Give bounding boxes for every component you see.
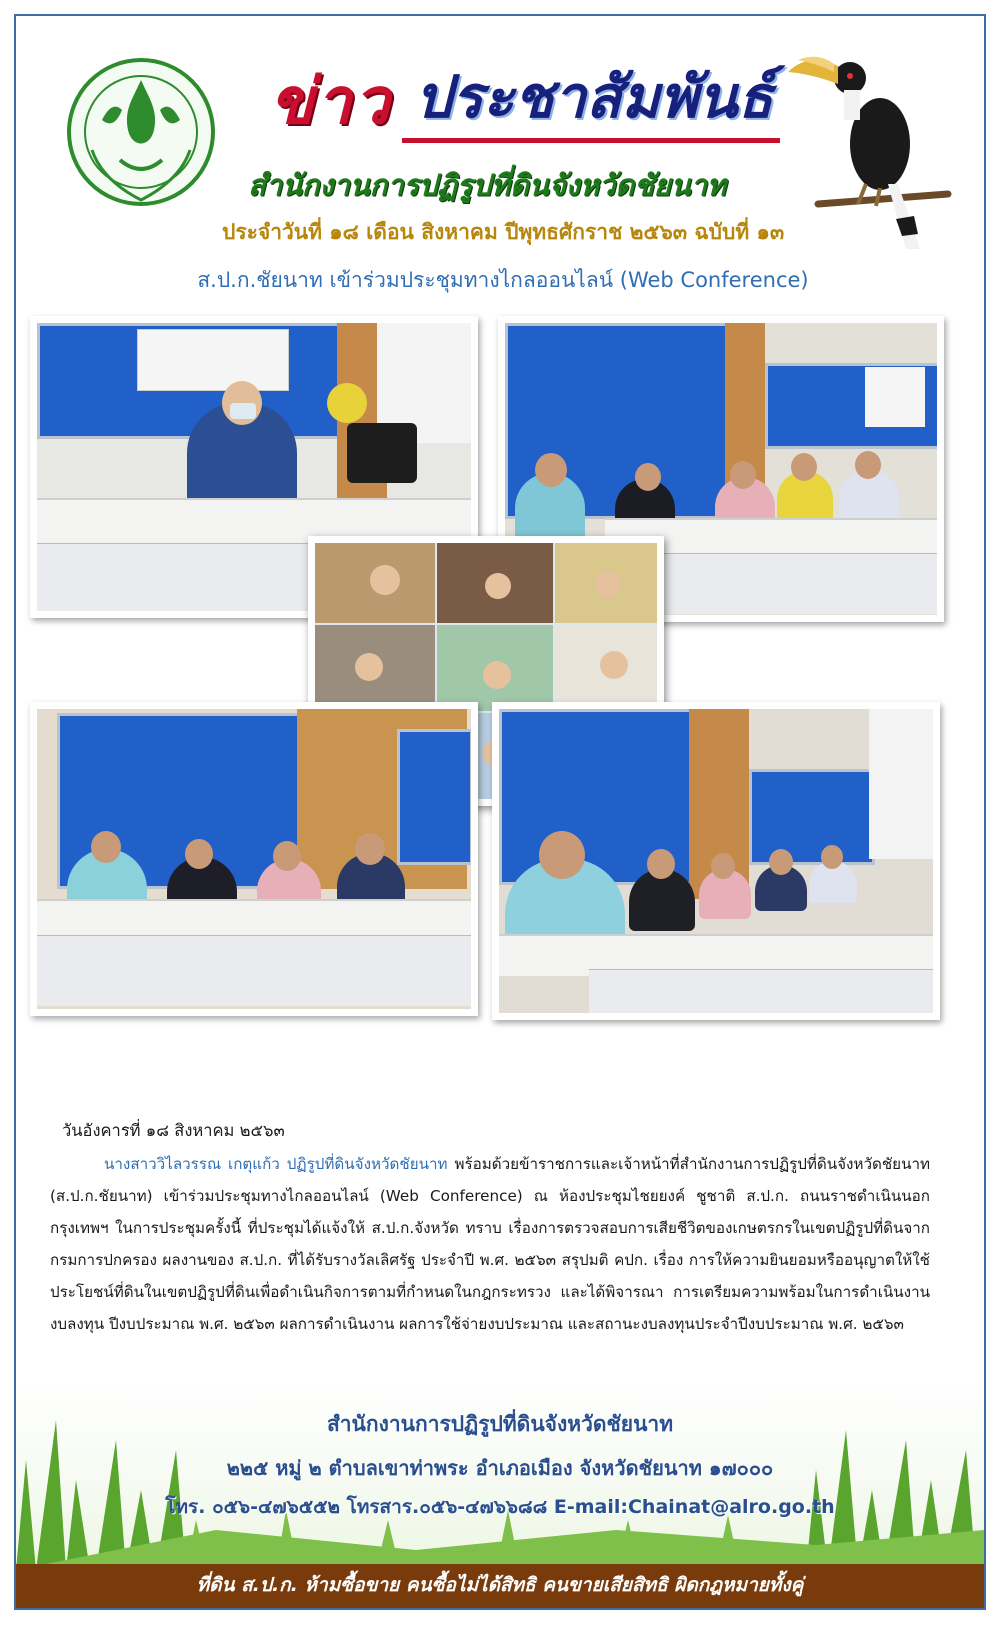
footer-banner [16, 1380, 984, 1608]
office-name: สำนักงานการปฏิรูปที่ดินจังหวัดชัยนาท [248, 168, 726, 202]
title-pr-word: ประชาสัมพันธ์ [415, 63, 773, 131]
alro-seal-logo [62, 50, 220, 222]
news-headline: ส.ป.ก.ชัยนาท เข้าร่วมประชุมทางไกลออนไลน์ (Web Conference) [197, 268, 809, 292]
footer-office: สำนักงานการปฏิรูปที่ดินจังหวัดชัยนาท [326, 1412, 674, 1436]
photo-bottom-left [30, 702, 478, 1016]
footer-contact: โทร. ๐๕๖-๔๗๖๕๕๒ โทรสาร.๐๕๖-๔๗๖๖๘๘ E-mail:Chainat@alro.go.th [165, 1496, 835, 1518]
footer-address: ๒๒๕ หมู่ ๒ ตำบลเขาท่าพระ อำเภอเมือง จังหวัดชัยนาท ๑๗๐๐๐ [226, 1456, 774, 1480]
body-paragraph [50, 1148, 930, 1340]
director-name: นางสาววิไลวรรณ เกตุแก้ว ปฏิรูปที่ดินจังหวัดชัยนาท [104, 1155, 448, 1173]
issue-dateline: ประจำวันที่ ๑๘ เดือน สิงหาคม ปีพุทธศักราช ๒๕๖๓ ฉบับที่ ๑๓ [222, 220, 785, 244]
body-text: พร้อมด้วยข้าราชการและเจ้าหน้าที่สำนักงานการปฏิรูปที่ดินจังหวัดชัยนาท (ส.ป.ก.ชัยนาท) เข้าร่วมประชุมทางไกลออนไลน์ (Web Conference) ณ ห้องประชุมไชยยงค์ ชูชาติ ส.ป.ก. ถนนราชดำเนินนอก กรุงเทพฯ ในการประชุมครั้งนี้ ที่ประชุมได้แจ้งให้ ส.ป.ก.จังหวัด ทราบ เรื่องการตรวจสอบการเสียชีวิตของเกษตรกรในเขตปฏิรูปที่ดินจากกรมการปกครอง ผลงานของ ส.ป.ก. ที่ได้รับรางวัลเลิศรัฐ ประจำปี พ.ศ. ๒๕๖๓ สรุปมติ คปก. เรื่อง การให้ความยินยอมหรืออนุญาตให้ใช้ประโยชน์ที่ดินในเขตปฏิรูปที่ดินเพื่อดำเนินกิจการตามที่กำหนดในกฎกระทรวง และได้พิจารณา การเตรียมความพร้อมในการดำเนินงานงบลงทุน ปีงบประมาณ พ.ศ. ๒๕๖๓ ผลการดำเนินงาน ผลการใช้จ่ายงบประมาณ และสถานะงบลงทุนประจำปีงบประมาณ พ.ศ. ๒๕๖๓ [50, 1155, 930, 1333]
body-date: วันอังคารที่ ๑๘ สิงหาคม ๒๕๖๓ [62, 1121, 285, 1140]
title-news-word: ข่าว [270, 64, 392, 139]
footer-warning: ที่ดิน ส.ป.ก. ห้ามซื้อขาย คนซื้อไม่ได้สิทธิ คนขายเสียสิทธิ ผิดกฎหมายทั้งคู่ [196, 1574, 804, 1596]
hornbill-bird-icon [788, 44, 958, 264]
photo-bottom-right [492, 702, 940, 1020]
title-underline [402, 138, 780, 143]
